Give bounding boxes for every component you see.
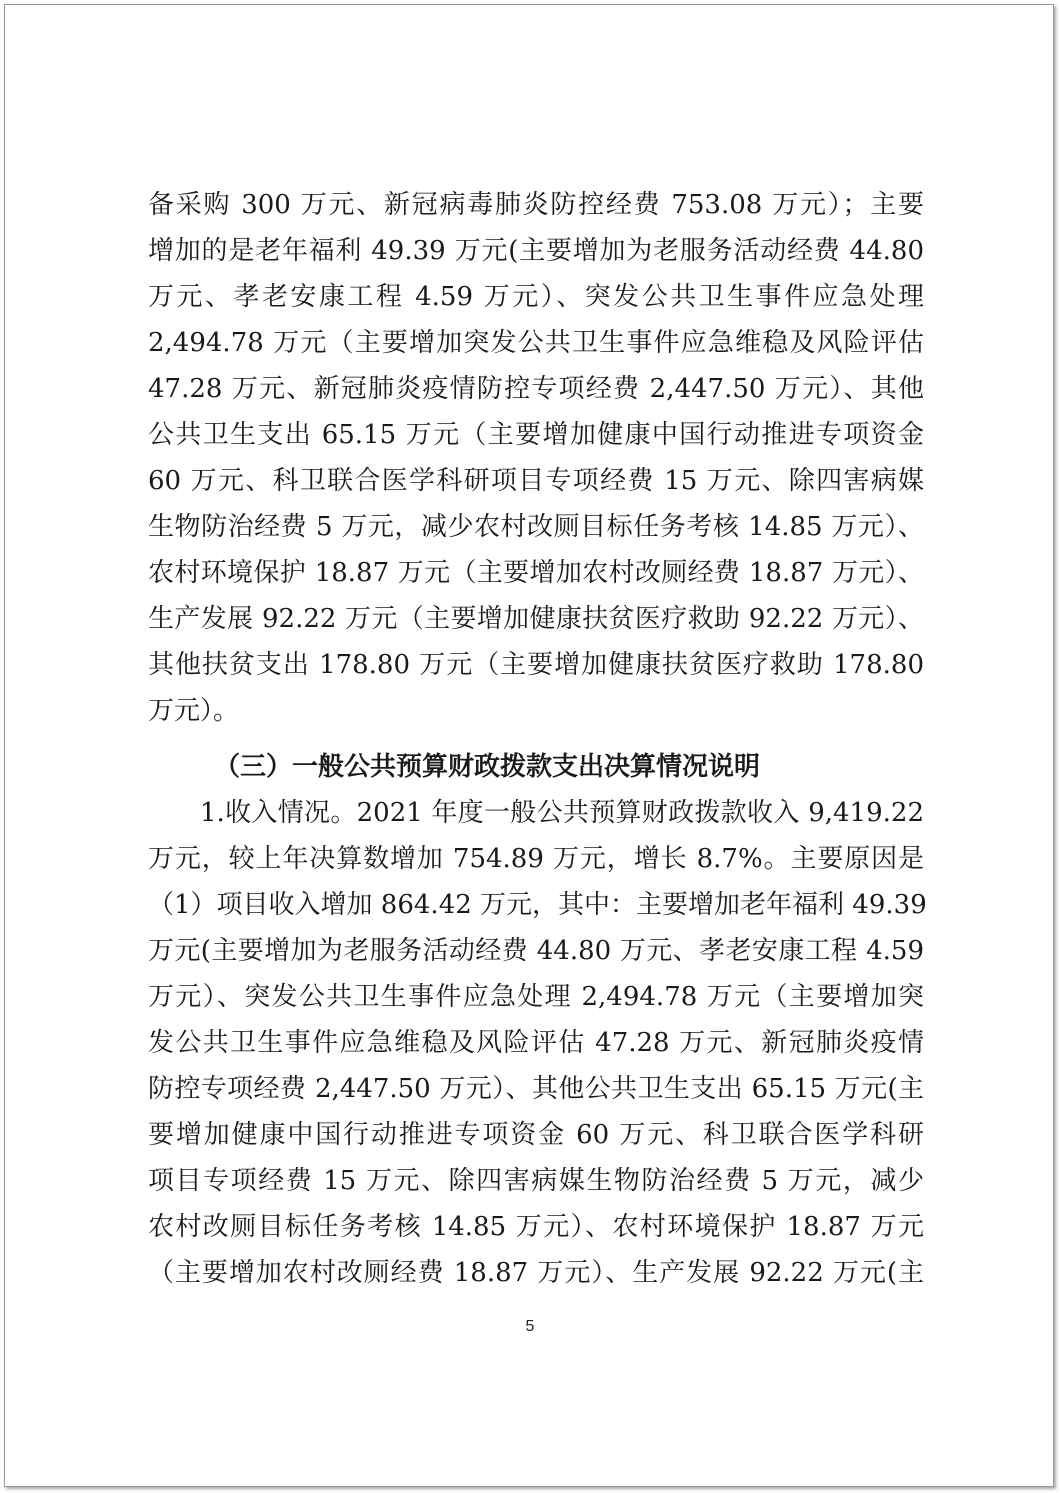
text-line: 万元，较上年决算数增加 754.89 万元，增长 8.7%。主要原因是 [148, 844, 924, 874]
text-line: 备采购 300 万元、新冠病毒肺炎防控经费 753.08 万元）；主要 [148, 190, 924, 220]
text-line: 增加的是老年福利 49.39 万元(主要增加为老服务活动经费 44.80 [148, 236, 924, 266]
text-line: （1）项目收入增加 864.42 万元，其中：主要增加老年福利 49.39 [148, 890, 927, 920]
section-heading: （三）一般公共预算财政拨款支出决算情况说明 [214, 752, 761, 782]
text-line: 要增加健康中国行动推进专项资金 60 万元、科卫联合医学科研 [148, 1120, 924, 1150]
text-line: 生物防治经费 5 万元，减少农村改厕目标任务考核 14.85 万元）、 [148, 512, 924, 542]
paragraph-1 [148, 182, 924, 734]
text-line: 农村改厕目标任务考核 14.85 万元）、农村环境保护 18.87 万元 [148, 1212, 924, 1242]
text-line: 47.28 万元、新冠肺炎疫情防控专项经费 2,447.50 万元）、其他 [148, 374, 924, 404]
text-line: 发公共卫生事件应急维稳及风险评估 47.28 万元、新冠肺炎疫情 [148, 1028, 924, 1058]
text-line: 防控专项经费 2,447.50 万元）、其他公共卫生支出 65.15 万元(主 [148, 1074, 924, 1104]
text-line: 项目专项经费 15 万元、除四害病媒生物防治经费 5 万元，减少 [148, 1166, 924, 1196]
text-line: 生产发展 92.22 万元（主要增加健康扶贫医疗救助 92.22 万元）、 [148, 604, 924, 634]
text-line: 万元、孝老安康工程 4.59 万元）、突发公共卫生事件应急处理 [148, 282, 924, 312]
text-line: 公共卫生支出 65.15 万元（主要增加健康中国行动推进专项资金 [148, 420, 924, 450]
text-line: 万元）、突发公共卫生事件应急处理 2,494.78 万元（主要增加突 [148, 982, 924, 1012]
text-line: （主要增加农村改厕经费 18.87 万元）、生产发展 92.22 万元(主 [148, 1258, 924, 1288]
page-number: 5 [525, 1318, 535, 1335]
text-line: 万元）。 [148, 696, 240, 726]
text-line: 万元(主要增加为老服务活动经费 44.80 万元、孝老安康工程 4.59 [148, 936, 924, 966]
text-line: 60 万元、科卫联合医学科研项目专项经费 15 万元、除四害病媒 [148, 466, 924, 496]
text-line: 1.收入情况。2021 年度一般公共预算财政拨款收入 9,419.22 [200, 798, 924, 828]
text-line: 2,494.78 万元（主要增加突发公共卫生事件应急维稳及风险评估 [148, 328, 924, 358]
section-heading-block [148, 744, 924, 790]
text-line: 其他扶贫支出 178.80 万元（主要增加健康扶贫医疗救助 178.80 [148, 650, 924, 680]
text-line: 农村环境保护 18.87 万元（主要增加农村改厕经费 18.87 万元）、 [148, 558, 924, 588]
paragraph-2 [148, 790, 927, 1296]
